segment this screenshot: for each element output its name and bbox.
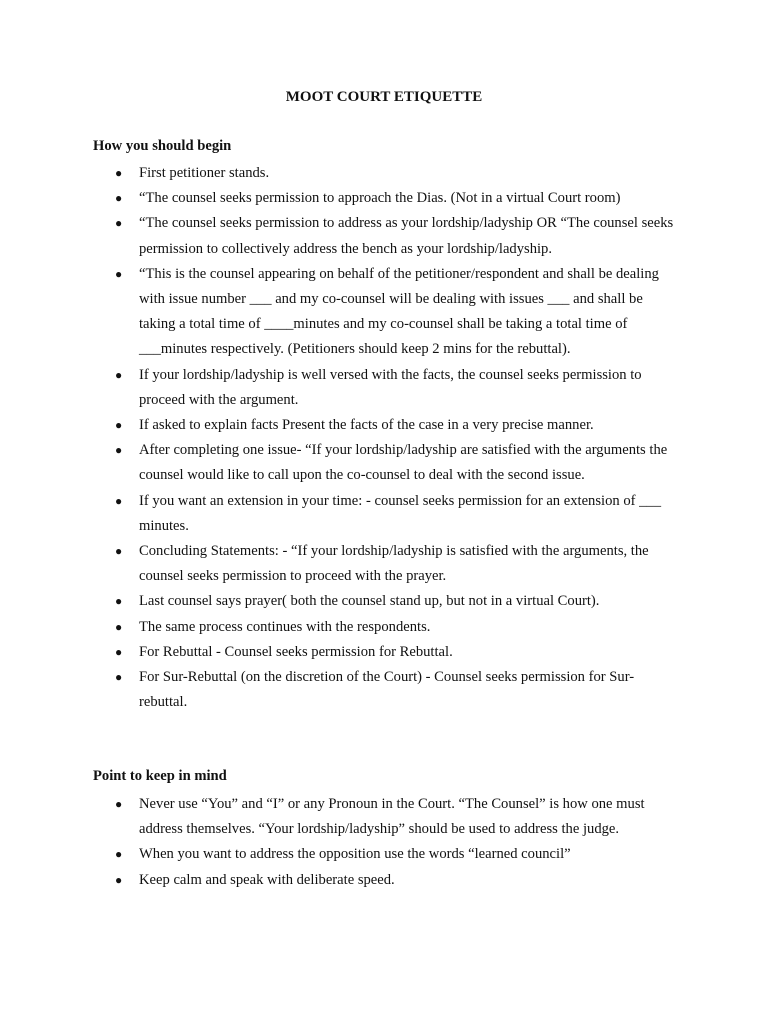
list-item [0,640,674,665]
list-item-text: The same process continues with the respondents. [139,618,431,635]
bullet-icon: ● [115,166,123,180]
list-item [0,615,674,640]
list-item-text: Concluding Statements: - “If your lordship/ladyship is satisfied with the arguments, the counsel seeks permission to proceed with the prayer. [139,543,649,585]
list-item-text: Last counsel says prayer( both the counsel stand up, but not in a virtual Court). [139,593,600,610]
list-item [0,438,674,488]
list-item [0,589,674,614]
bullet-icon: ● [115,847,123,862]
page-title: MOOT COURT ETIQUETTE [285,89,483,105]
list-item-text: “This is the counsel appearing on behalf of the petitioner/respondent and shall be dealing with issue number ___ and my co-counsel will be dealing with issues ___ and shall be taking a total time of ____minutes and my co-counsel shall be taking a total time of ___minutes respectively. (Petitioners should keep 2 mins for the rebuttal). [139,265,659,358]
list-item [0,186,674,211]
bullet-icon: ● [115,644,123,659]
list-item-text: Keep calm and speak with deliberate speed. [139,871,395,888]
list-item-text: If asked to explain facts Present the facts of the case in a very precise manner. [139,417,594,434]
bullet-icon: ● [115,670,123,685]
bullet-icon: ● [115,216,123,231]
list-item [0,489,674,539]
bullet-icon: ● [115,544,123,559]
list-item [0,363,674,413]
bullet-icon: ● [115,619,123,634]
bullet-icon: ● [115,872,123,887]
list-item [0,262,674,363]
list-item [0,665,674,715]
bullet-icon: ● [115,418,123,433]
section-heading-how-to-begin: How you should begin [93,138,232,154]
bullet-icon: ● [115,191,123,206]
list-item-text: If your lordship/ladyship is well versed with the facts, the counsel seeks permission to proceed with the argument. [139,366,642,408]
bullet-icon: ● [115,367,123,382]
list-item [0,413,674,438]
list-item-text: After completing one issue- “If your lordship/ladyship are satisfied with the arguments the counsel would like to call upon the co-counsel to deal with the second issue. [139,442,668,484]
list-item [0,842,674,867]
list-item-text: For Rebuttal - Counsel seeks permission for Rebuttal. [139,643,453,660]
bullet-list-how-to-begin [0,161,768,715]
list-item [0,868,674,893]
list-item-text: For Sur-Rebuttal (on the discretion of the Court) - Counsel seeks permission for Sur-rebuttal. [139,669,635,711]
section-heading-point-to-keep-in-mind: Point to keep in mind [93,768,227,784]
list-item [0,539,674,589]
bullet-icon: ● [115,797,123,811]
list-item [0,211,674,261]
bullet-icon: ● [115,493,123,508]
list-item-text: “The counsel seeks permission to approach the Dias. (Not in a virtual Court room) [139,190,621,207]
list-item-text: If you want an extension in your time: - counsel seeks permission for an extension of ___ minutes. [139,492,662,534]
list-item-text: “The counsel seeks permission to address as your lordship/ladyship OR “The counsel seeks permission to collectively address the bench as your lordship/ladyship. [139,215,674,257]
bullet-list-point-to-keep-in-mind [0,792,768,893]
list-item [0,792,674,842]
list-item-text: When you want to address the opposition use the words “learned council” [139,846,571,863]
bullet-icon: ● [115,266,123,281]
bullet-icon: ● [115,443,123,458]
bullet-icon: ● [115,594,123,609]
list-item-text: Never use “You” and “I” or any Pronoun in the Court. “The Counsel” is how one must address themselves. “Your lordship/ladyship” should be used to address the judge. [139,796,645,838]
list-item-text: First petitioner stands. [139,165,270,181]
list-item [0,161,674,186]
